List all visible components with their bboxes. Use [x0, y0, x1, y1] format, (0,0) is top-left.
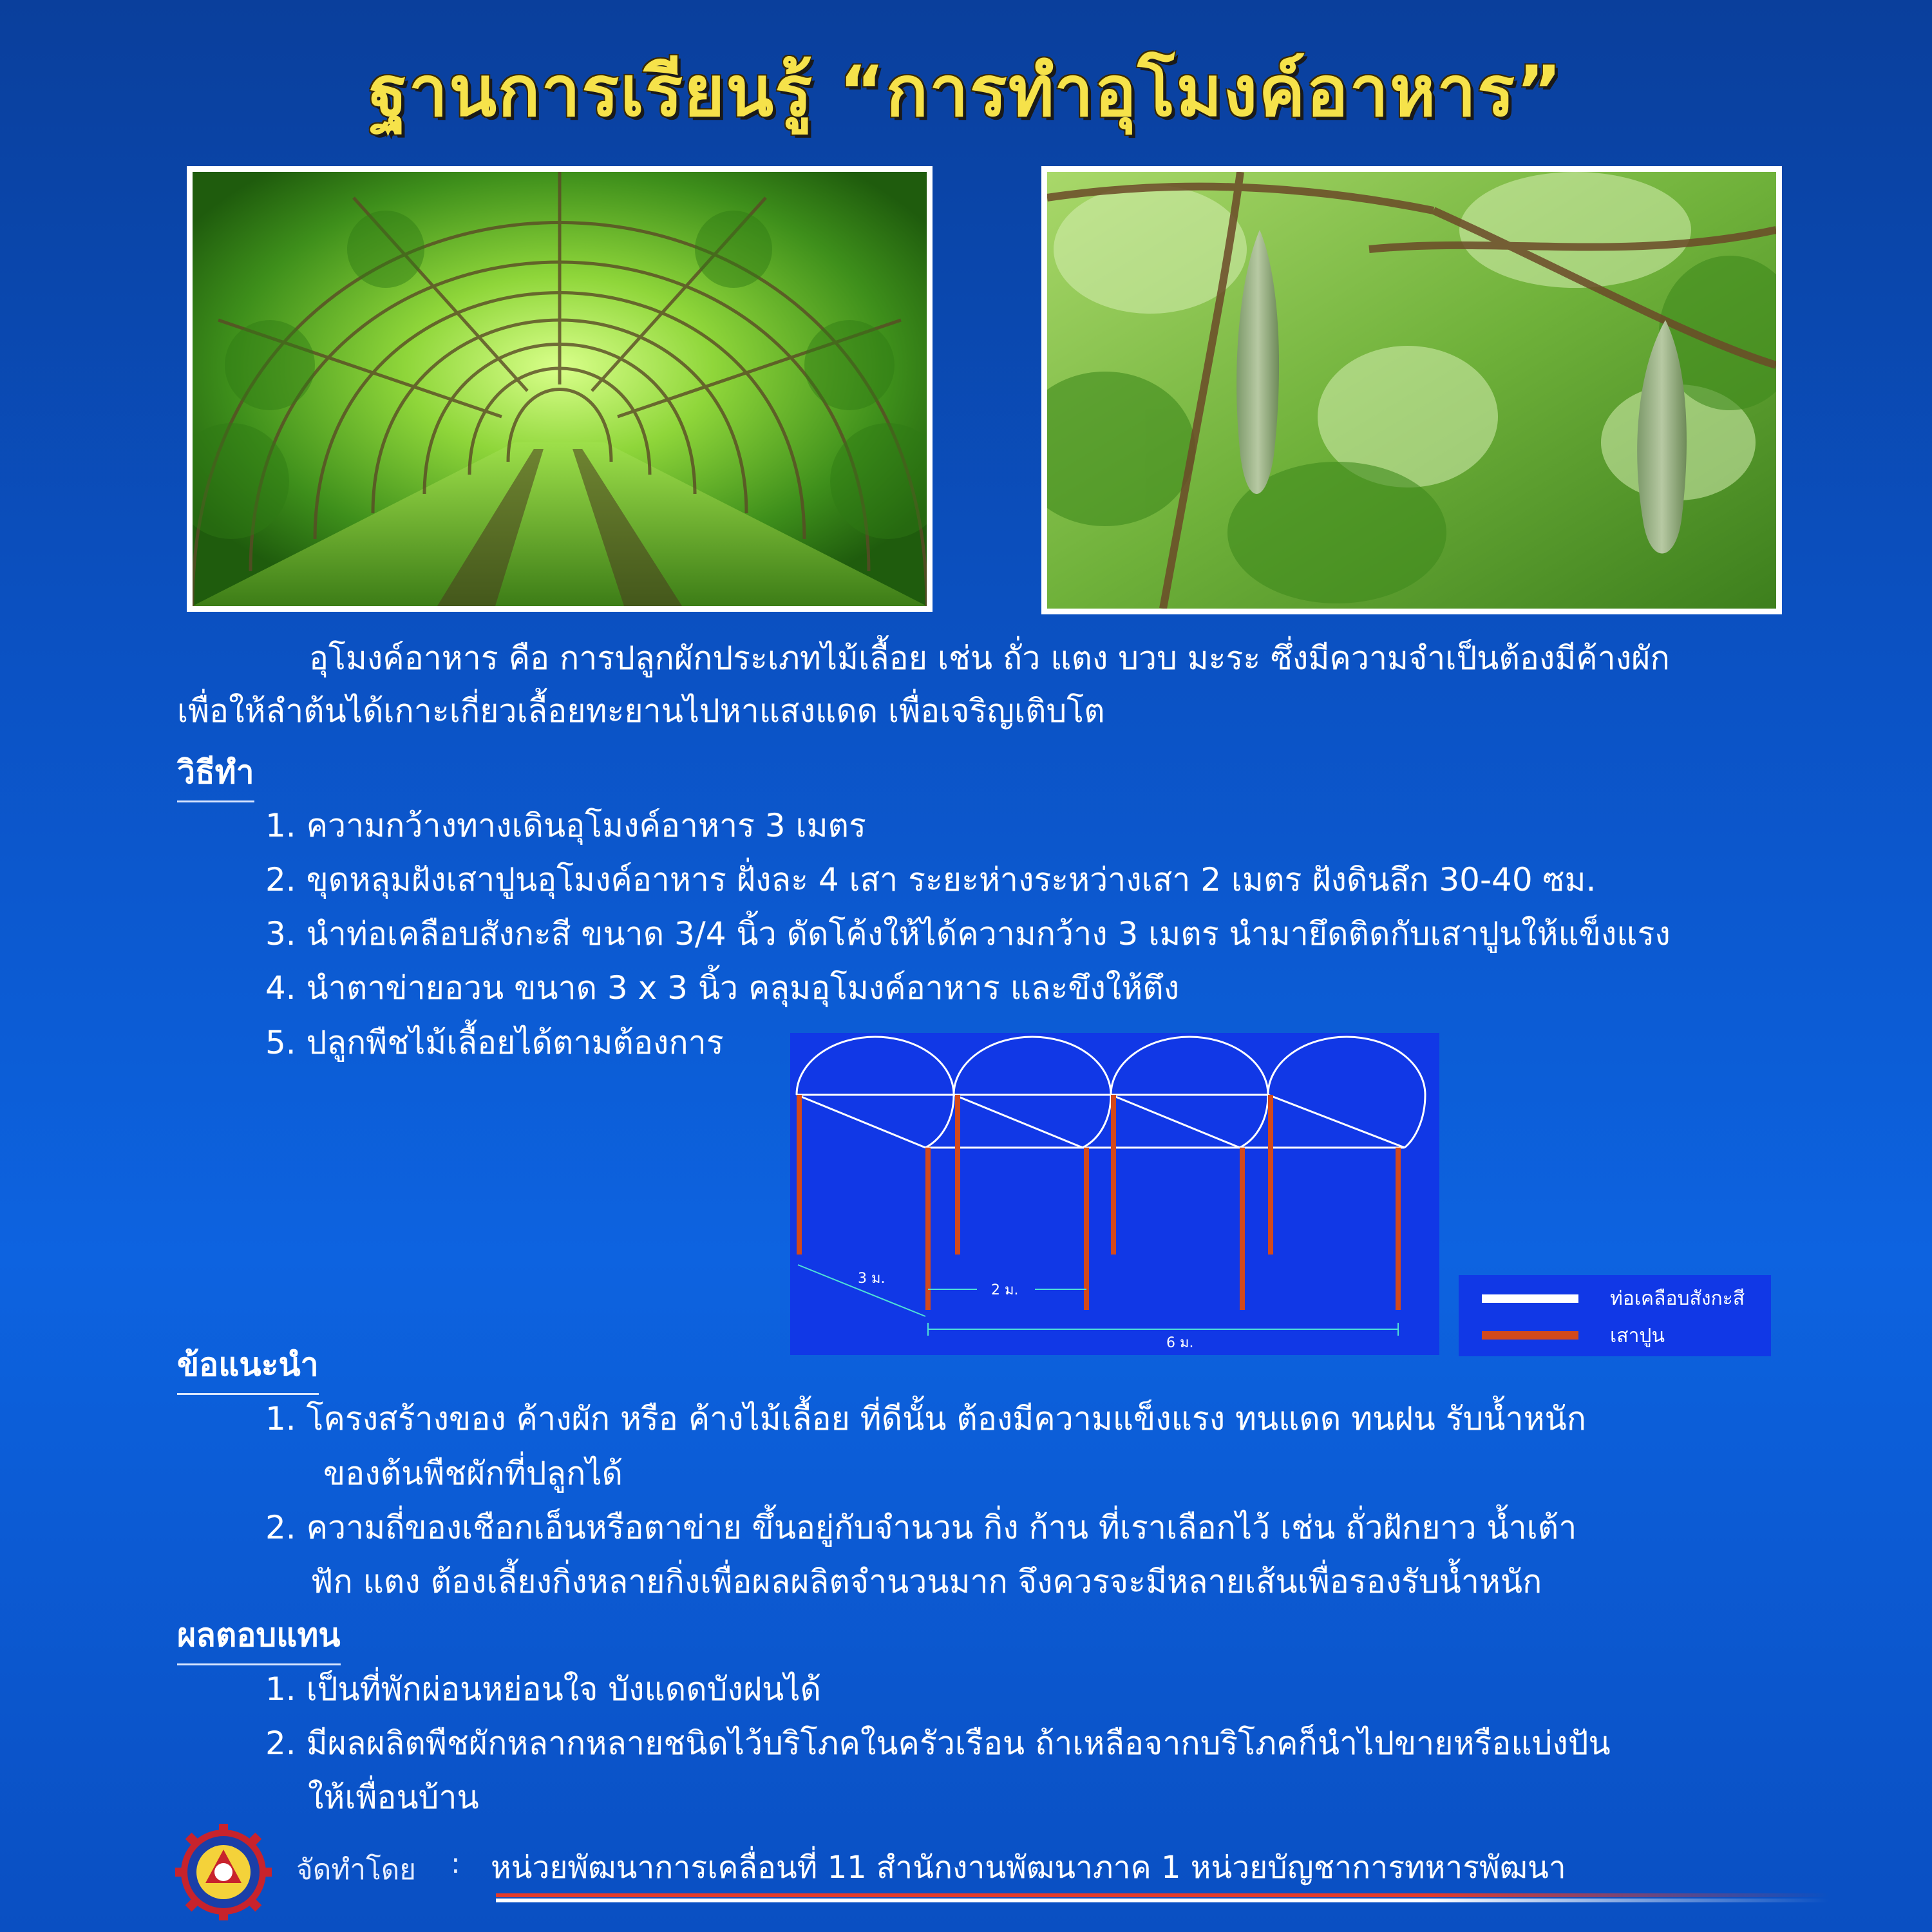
pipe-arch	[797, 1037, 954, 1095]
method-heading: วิธีทำ	[177, 747, 254, 802]
footer-organization: หน่วยพัฒนาการเคลื่อนที่ 11 สำนักงานพัฒนาภาค 1 หน่วยบัญชาการทหารพัฒนา	[491, 1850, 1566, 1886]
method-item: 4. นำตาข่ายอวน ขนาด 3 x 3 นิ้ว คลุมอุโมงค์อาหาร และขึงให้ตึง	[265, 969, 1180, 1007]
diagram-legend	[1459, 1275, 1771, 1356]
pipe-arch-side	[1405, 1095, 1425, 1148]
pipe-arch-side	[925, 1095, 954, 1148]
advice-item-1-cont: ของต้นพืชผักที่ปลูกได้	[323, 1455, 623, 1492]
advice-item-2-cont: ฟัก แตง ต้องเลี้ยงกิ่งหลายกิ่งเพื่อผลผลิตจำนวนมาก จึงควรจะมีหลายเส้นเพื่อรองรับน้ำหนัก	[310, 1563, 1542, 1600]
width-dimension-label: 3 ม.	[858, 1271, 886, 1287]
benefit-item-2-cont: ให้เพื่อนบ้าน	[308, 1779, 479, 1816]
method-item: 1. ความกว้างทางเดินอุโมงค์อาหาร 3 เมตร	[265, 807, 866, 844]
tunnel-photo	[187, 166, 933, 612]
pipe-arch	[1111, 1037, 1268, 1095]
spacing-dimension-label: 2 ม.	[991, 1282, 1019, 1298]
page-title: ฐานการเรียนรู้ “การทำอุโมงค์อาหาร”	[369, 52, 1563, 132]
benefits-heading: ผลตอบแทน	[177, 1610, 341, 1665]
pipe-arch	[1268, 1037, 1425, 1095]
legend-label-post: เสาปูน	[1610, 1325, 1665, 1347]
pipe-cross	[1268, 1095, 1405, 1148]
legend-label-pipe: ท่อเคลือบสังกะสี	[1610, 1287, 1745, 1310]
benefit-item-1: 1. เป็นที่พักผ่อนหย่อนใจ บังแดดบังฝนได้	[265, 1671, 821, 1708]
advice-heading: ข้อแนะนำ	[177, 1340, 319, 1395]
footer-label: จัดทำโดย	[296, 1853, 417, 1886]
concrete-posts	[799, 1095, 1398, 1310]
legend-swatch-post	[1482, 1331, 1578, 1340]
pipe-cross	[954, 1095, 1083, 1148]
footer-rule-red	[496, 1893, 1829, 1897]
tunnel-structure-diagram	[790, 1033, 1439, 1355]
advice-item-1: 1. โครงสร้างของ ค้างผัก หรือ ค้างไม้เลื้อย ที่ดีนั้น ต้องมีความแข็งแรง ทนแดด ทนฝน รับน้ำหนัก	[265, 1400, 1586, 1437]
method-item: 2. ขุดหลุมฝังเสาปูนอุโมงค์อาหาร ฝั่งละ 4 เสา ระยะห่างระหว่างเสา 2 เมตร ฝังดินลึก 30-40 ซม.	[265, 861, 1596, 898]
legend-swatch-pipe	[1482, 1294, 1578, 1303]
organization-logo	[175, 1824, 272, 1920]
pipe-arch-side	[1240, 1095, 1268, 1148]
footer-colon: :	[451, 1847, 460, 1880]
length-dimension-label: 6 ม.	[1166, 1335, 1194, 1351]
method-item: 3. นำท่อเคลือบสังกะสี ขนาด 3/4 นิ้ว ดัดโค้งให้ได้ความกว้าง 3 เมตร นำมายึดติดกับเสาปูนให้แข็งแรง	[265, 915, 1671, 952]
gourd-photo	[1041, 166, 1782, 614]
advice-item-2: 2. ความถี่ของเชือกเอ็นหรือตาข่าย ขึ้นอยู่กับจำนวน กิ่ง ก้าน ที่เราเลือกไว้ เช่น ถั่วฝักยาว น้ำเต้า	[265, 1509, 1577, 1546]
pipe-cross	[1111, 1095, 1240, 1148]
footer-rule-white	[496, 1899, 1829, 1902]
intro-line-2: เพื่อให้ลำต้นได้เกาะเกี่ยวเลื้อยทะยานไปหาแสงแดด เพื่อเจริญเติบโต	[177, 692, 1105, 730]
intro-line-1: อุโมงค์อาหาร คือ การปลูกผักประเภทไม้เลื้อย เช่น ถั่ว แตง บวบ มะระ ซึ่งมีความจำเป็นต้องมีค้างผัก	[309, 639, 1670, 677]
method-item: 5. ปลูกพืชไม้เลื้อยได้ตามต้องการ	[265, 1024, 724, 1061]
pipe-arch-side	[1083, 1095, 1111, 1148]
pipe-cross	[797, 1095, 925, 1148]
pipe-arch	[954, 1037, 1111, 1095]
benefit-item-2: 2. มีผลผลิตพืชผักหลากหลายชนิดไว้บริโภคในครัวเรือน ถ้าเหลือจากบริโภคก็นำไปขายหรือแบ่งปัน	[265, 1725, 1611, 1762]
